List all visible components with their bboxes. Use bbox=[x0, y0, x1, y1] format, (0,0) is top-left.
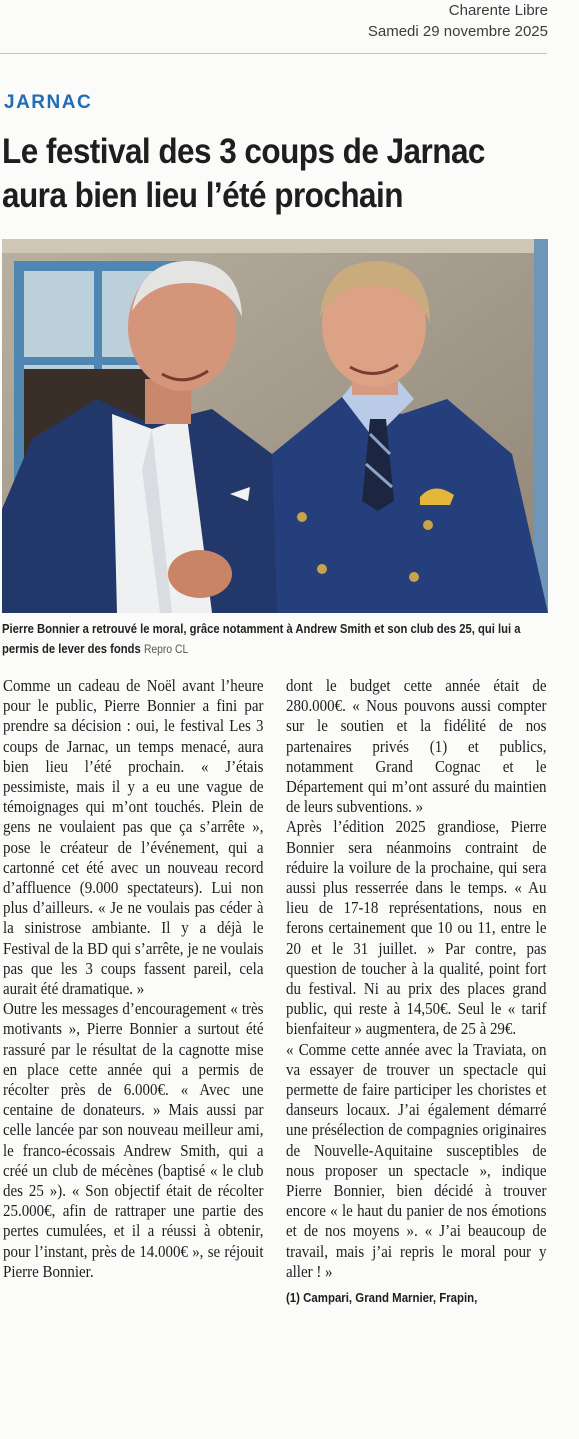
publication-date: Samedi 29 novembre 2025 bbox=[367, 23, 548, 40]
paragraph: Outre les messages d’encouragement « très motivants », Pierre Bonnier a surtout été rassuré par le résultat de la cagnotte mise en place cette année qui a permis de récolter près de 6.000€. « Avec une centaine de donateurs. » Mais aussi par celle lancée par son nouveau meilleur ami, le franco-écossais Andrew Smith, qui a créé un club de mécènes (baptisé « le club des 25 »). « Son objectif était de récolter 25.000€, afin de rattraper une partie des pertes cumulées, et il a réussi à obtenir, pour l’instant, près de 14.000€ », se réjouit Pierre Bonnier. bbox=[3, 999, 264, 1281]
article-column-left bbox=[3, 676, 263, 1282]
paragraph: dont le budget cette année était de 280.000€. « Nous pouvons aussi compter sur le soutien et la fidélité de nos partenaires privés (1) et publics, notamment Grand Cognac et le Département qui m’ont assuré du maintien de leurs subventions. » bbox=[286, 676, 547, 817]
headline-line-1: Le festival des 3 coups de Jarnac bbox=[2, 132, 485, 171]
photo-caption bbox=[2, 619, 551, 660]
caption-text: Pierre Bonnier a retrouvé le moral, grâce notamment à Andrew Smith et son club des 25, qui lui a permis de lever des fonds bbox=[2, 622, 521, 656]
paragraph: Comme un cadeau de Noël avant l’heure pour le public, Pierre Bonnier a fini par prendre sa décision : oui, le festival Les 3 coups de Jarnac, un temps menacé, aura bien lieu l’été prochain. « J’étais pessimiste, mais il y a eu une vague de témoignages qui m’ont touchés. Plein de gens ne voulaient pas que ça s’arrête », pose le créateur de l’événement, qui a cartonné cet été avec un nouveau record d’affluence (9.000 spectateurs). Lui non plus d’ailleurs. « Je ne voulais pas céder à la sinistrose ambiante. Il y a déjà le Festival de la BD qui s’arrête, je ne voulais pas que les 3 coups fassent pareil, cela aurait été dramatique. » bbox=[3, 676, 264, 999]
headline-line-2: aura bien lieu l’été prochain bbox=[2, 176, 403, 215]
masthead-divider bbox=[0, 53, 547, 54]
paragraph: « Comme cette année avec la Traviata, on va essayer de trouver un spectacle qui permette de faire participer les choristes et danseurs locaux. J’ai également démarré une présélection de compagnies originaires de Nouvelle-Aquitaine susceptibles de nous proposer un spectacle », indique Pierre Bonnier, bien décidé à trouver encore « le haut du panier de nos émotions et de nos moyens ». « J’ai beaucoup de travail, mais j’ai repris le moral pour y aller ! » bbox=[286, 1039, 547, 1281]
paragraph: Après l’édition 2025 grandiose, Pierre Bonnier sera néanmoins contraint de réduire la voilure de la prochaine, qui sera aussi plus resserrée dans le temps. « Au lieu de 17-18 représentations, nous en ferons certainement que 10 ou 11, entre le 20 et le 31 juillet. » Par contre, pas question de toucher à la qualité, point fort du festival. Ni au prix des places grand public, qui reste à 14,50€. Seul le « tarif bienfaiteur » augmentera, de 25 à 29€. bbox=[286, 817, 547, 1039]
footnote: (1) Campari, Grand Marnier, Frapin, bbox=[286, 1290, 478, 1306]
article-column-right bbox=[286, 676, 546, 1308]
masthead bbox=[288, 0, 548, 42]
publication-name: Charente Libre bbox=[448, 2, 548, 19]
article-photo bbox=[2, 239, 548, 613]
headline bbox=[2, 130, 506, 218]
section-label: JARNAC bbox=[4, 92, 93, 113]
caption-credit: Repro CL bbox=[143, 644, 189, 656]
